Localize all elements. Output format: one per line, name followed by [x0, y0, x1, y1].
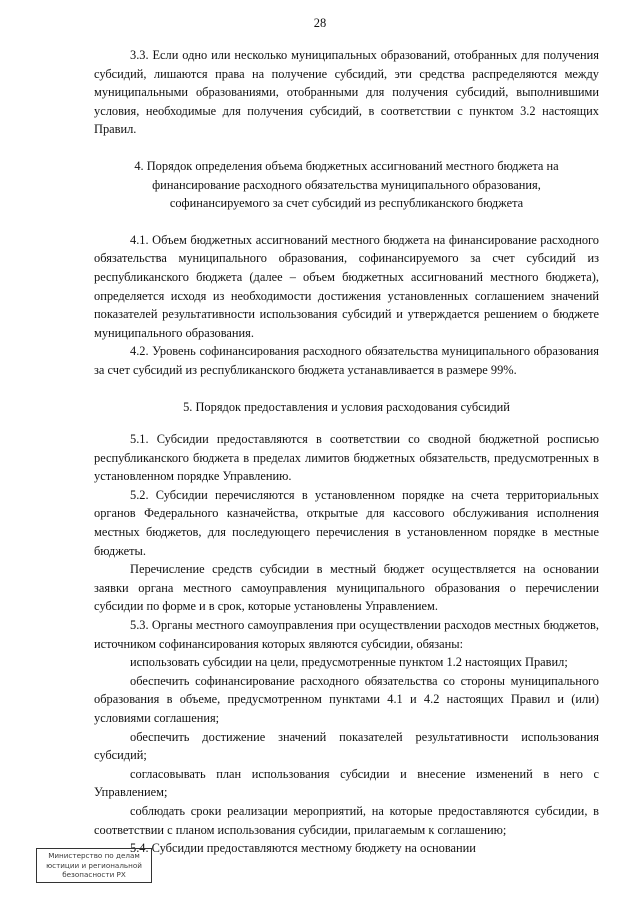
stamp-line-3: безопасности РХ [62, 870, 126, 880]
section-4-title-line-2: финансирование расходного обязательства муниципального образования, [152, 177, 541, 192]
section-4-title-line-1: 4. Порядок определения объема бюджетных ассигнований местного бюджета на [134, 158, 559, 173]
paragraph-4-2: 4.2. Уровень софинансирования расходного обязательства муниципального образования за счет субсидий из республиканского бюджета устанавливается в размере 99%. [94, 344, 599, 377]
paragraph-5-4: 5.4. Субсидии предоставляются местному бюджету на основании [130, 841, 476, 856]
stamp-line-1: Министерство по делам [48, 851, 140, 860]
paragraph-5-3: 5.3. Органы местного самоуправления при осуществлении расходов местных бюджетов, источником софинансирования которых являются субсидии, обязаны: [94, 618, 599, 651]
list-item-5-3-deadlines: соблюдать сроки реализации мероприятий, на которые предоставляются субсидии, в соответствии с планом использования субсидии, прилагаемым к соглашению; [94, 803, 599, 837]
paragraph-4-1: 4.1. Объем бюджетных ассигнований местного бюджета на финансирование расходного обязательства муниципального образования, софинансируемого за счет субсидий из республиканского бюджета (далее – объем бюджетных ассигнований местного бюджета), определяется исходя из необходимости достижения установленных соглашением значений показателей результативности использования субсидий и утверждается решением о бюджете муниципального образования. [94, 232, 599, 340]
list-item-5-3-purpose: использовать субсидии на цели, предусмотренные пунктом 1.2 настоящих Правил; [130, 655, 568, 670]
stamp-line-2: юстиции и региональной [46, 860, 142, 870]
list-item-5-3-plan: согласовывать план использования субсидии и внесение изменений в него с Управлением; [94, 766, 599, 800]
page-number: 28 [313, 16, 327, 30]
paragraph-3-3: 3.3. Если одно или несколько муниципальных образований, отобранных для получения субсидий, лишаются права на получение субсидий, эти средства распределяются между муниципальными образованиями, отобранными для получения субсидий, выполнившими условия, необходимые для получения субсидий, в соответствии с пунктом 3.2 настоящих Правил. [94, 48, 599, 137]
section-4-title-line-3: софинансируемого за счет субсидий из республиканского бюджета [169, 196, 524, 211]
registration-stamp [36, 848, 152, 883]
paragraph-5-1: 5.1. Субсидии предоставляются в соответствии со сводной бюджетной росписью республиканского бюджета в пределах лимитов бюджетных обязательств, предусмотренных в установленном порядке Управлению. [94, 432, 599, 484]
section-5-title: 5. Порядок предоставления и условия расходования субсидий [183, 399, 510, 414]
paragraph-5-2: 5.2. Субсидии перечисляются в установленном порядке на счета территориальных органов Федерального казначейства, открытые для кассового обслуживания исполнения местных бюджетов, для последующего перечисления в установленном порядке в местные бюджеты. [94, 487, 599, 558]
document-body [94, 46, 599, 858]
list-item-5-3-cofinancing: обеспечить софинансирование расходного обязательства со стороны муниципального образования в объеме, предусмотренном пунктами 4.1 и 4.2 настоящих Правил и (или) условиями соглашения; [94, 673, 599, 725]
list-item-5-3-indicators: обеспечить достижение значений показателей результативности использования субсидий; [94, 729, 599, 763]
paragraph-5-2-transfer: Перечисление средств субсидии в местный бюджет осуществляется на основании заявки органа местного самоуправления муниципального образования о перечислении субсидии по форме и в срок, которые установлены Управлением. [94, 562, 599, 614]
section-4-title [94, 157, 599, 213]
